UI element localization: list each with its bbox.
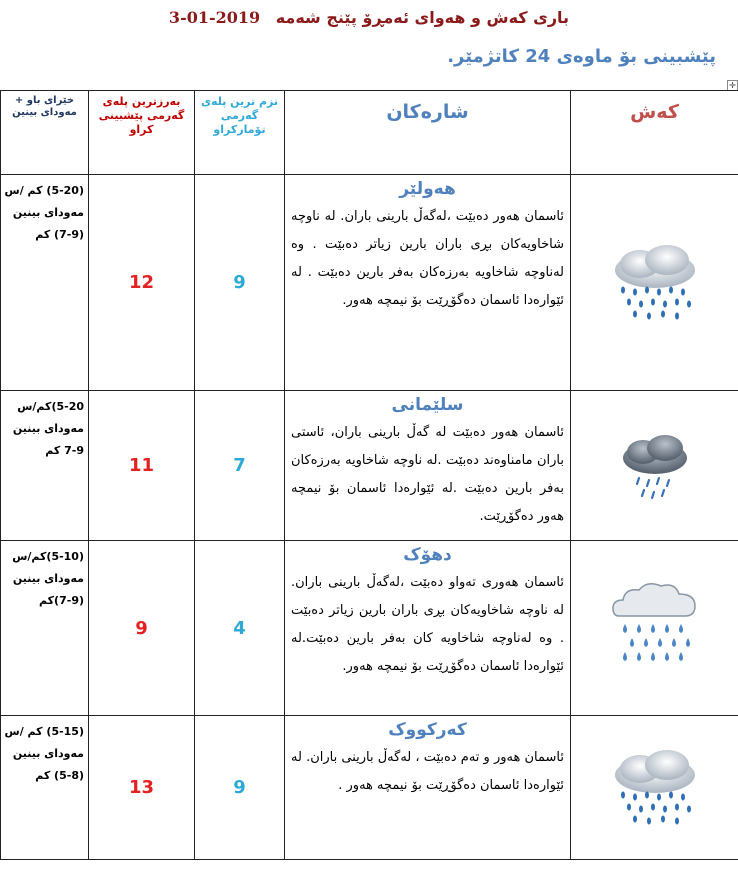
weather-table	[0, 90, 738, 860]
title-date: 2019-01-3	[168, 8, 261, 27]
table-row	[1, 716, 738, 860]
min-temp: 9	[195, 175, 285, 391]
weather-icon-cell	[571, 541, 738, 716]
city-description: ئاسمان هەور دەبێت ،لەگەڵ بارینی باران. لە ناوچە شاخاویەکان بڕی باران بارین زیاتر دەبێت . وە لەناوچە شاخاویە بەرزەکان بەفر بارین دەبێت . لە ئێوارەدا ئاسمان دەگۆڕێت بۆ نیمچە هەور.	[291, 209, 564, 308]
cloud-rain-icon	[605, 745, 705, 831]
weather-icon-cell	[571, 716, 738, 860]
header-cities: شارەکان	[285, 91, 571, 175]
city-description: ئاسمان هەور دەبێت لە گەڵ بارینی باران، ئاستی باران مامناوەند دەبێت .لە ناوچە شاخاویە بەرزەکان بەفر بارین دەبێت .لە ئێوارەدا ئاسمان بۆ نیمچە هەور دەگۆڕێت.	[291, 425, 564, 524]
weather-icon-cell	[571, 175, 738, 391]
visibility-label: مەودای بینین	[12, 572, 84, 585]
city-description: ئاسمان هەور و تەم دەبێت ، لەگەڵ بارینی باران. لە ئێوارەدا ئاسمان دەگۆڕێت بۆ نیمچە هەور .	[291, 750, 564, 793]
wind-cell	[1, 716, 89, 860]
header-weather: کەش	[571, 91, 738, 175]
visibility-value: (5-8) کم	[35, 769, 84, 782]
visibility-value: (7-9) کم	[35, 228, 84, 241]
table-row	[1, 541, 738, 716]
max-temp: 9	[89, 541, 195, 716]
city-cell	[285, 541, 571, 716]
max-temp: 11	[89, 391, 195, 541]
wind-speed: 5-20)کم/س	[17, 400, 84, 413]
title-text: باری کەش و هەوای ئەمڕۆ پێنج شەمە	[275, 8, 570, 27]
header-max-temp: بەرزترین پلەی گەرمی پێشبینی کراو	[89, 91, 195, 175]
forecast-subtitle: پێشبینی بۆ ماوەی 24 کاتژمێر.	[447, 46, 716, 67]
header-min-temp: نزم ترین پلەی گەرمی تۆمارکراو	[195, 91, 285, 175]
weather-icon-cell	[571, 391, 738, 541]
table-row	[1, 391, 738, 541]
max-temp: 13	[89, 716, 195, 860]
wind-speed: (5-10)کم/س	[12, 550, 84, 563]
header-wind: خێرای باو + مەودای بینین	[1, 91, 89, 175]
dark-cloud-rain-icon	[615, 430, 695, 502]
cloud-rain-icon	[605, 240, 705, 326]
visibility-value: 7-9 کم	[45, 444, 84, 457]
page-title	[0, 8, 738, 27]
table-row	[1, 175, 738, 391]
city-name: کەرکووک	[388, 720, 467, 740]
min-temp: 9	[195, 716, 285, 860]
max-temp: 12	[89, 175, 195, 391]
city-name: هەولێر	[399, 179, 456, 199]
min-temp: 4	[195, 541, 285, 716]
visibility-label: مەودای بینین	[12, 747, 84, 760]
wind-cell	[1, 391, 89, 541]
city-name: دهۆک	[403, 545, 452, 565]
visibility-value: (7-9)کم	[39, 594, 84, 607]
heavy-rain-icon	[605, 578, 705, 678]
city-name: سلێمانی	[391, 395, 464, 415]
wind-cell	[1, 175, 89, 391]
wind-speed: (5-15) کم /س	[4, 725, 84, 738]
wind-cell	[1, 541, 89, 716]
table-move-handle-icon[interactable]: ✛	[727, 80, 738, 91]
city-cell	[285, 391, 571, 541]
city-description: ئاسمان هەوری تەواو دەبێت ،لەگەڵ بارینی باران. لە ناوچە شاخاویەکان بڕی باران بارین زیاتر دەبێت . وە لەناوچە شاخاویە کان بەفر بارین دەبێت.لە ئێوارەدا ئاسمان دەگۆڕێت بۆ نیمچە هەور.	[291, 575, 564, 674]
visibility-label: مەودای بینین	[12, 422, 84, 435]
city-cell	[285, 716, 571, 860]
wind-speed: (5-20) کم /س	[4, 184, 84, 197]
visibility-label: مەودای بینین	[12, 206, 84, 219]
min-temp: 7	[195, 391, 285, 541]
city-cell	[285, 175, 571, 391]
table-header-row	[1, 91, 738, 175]
